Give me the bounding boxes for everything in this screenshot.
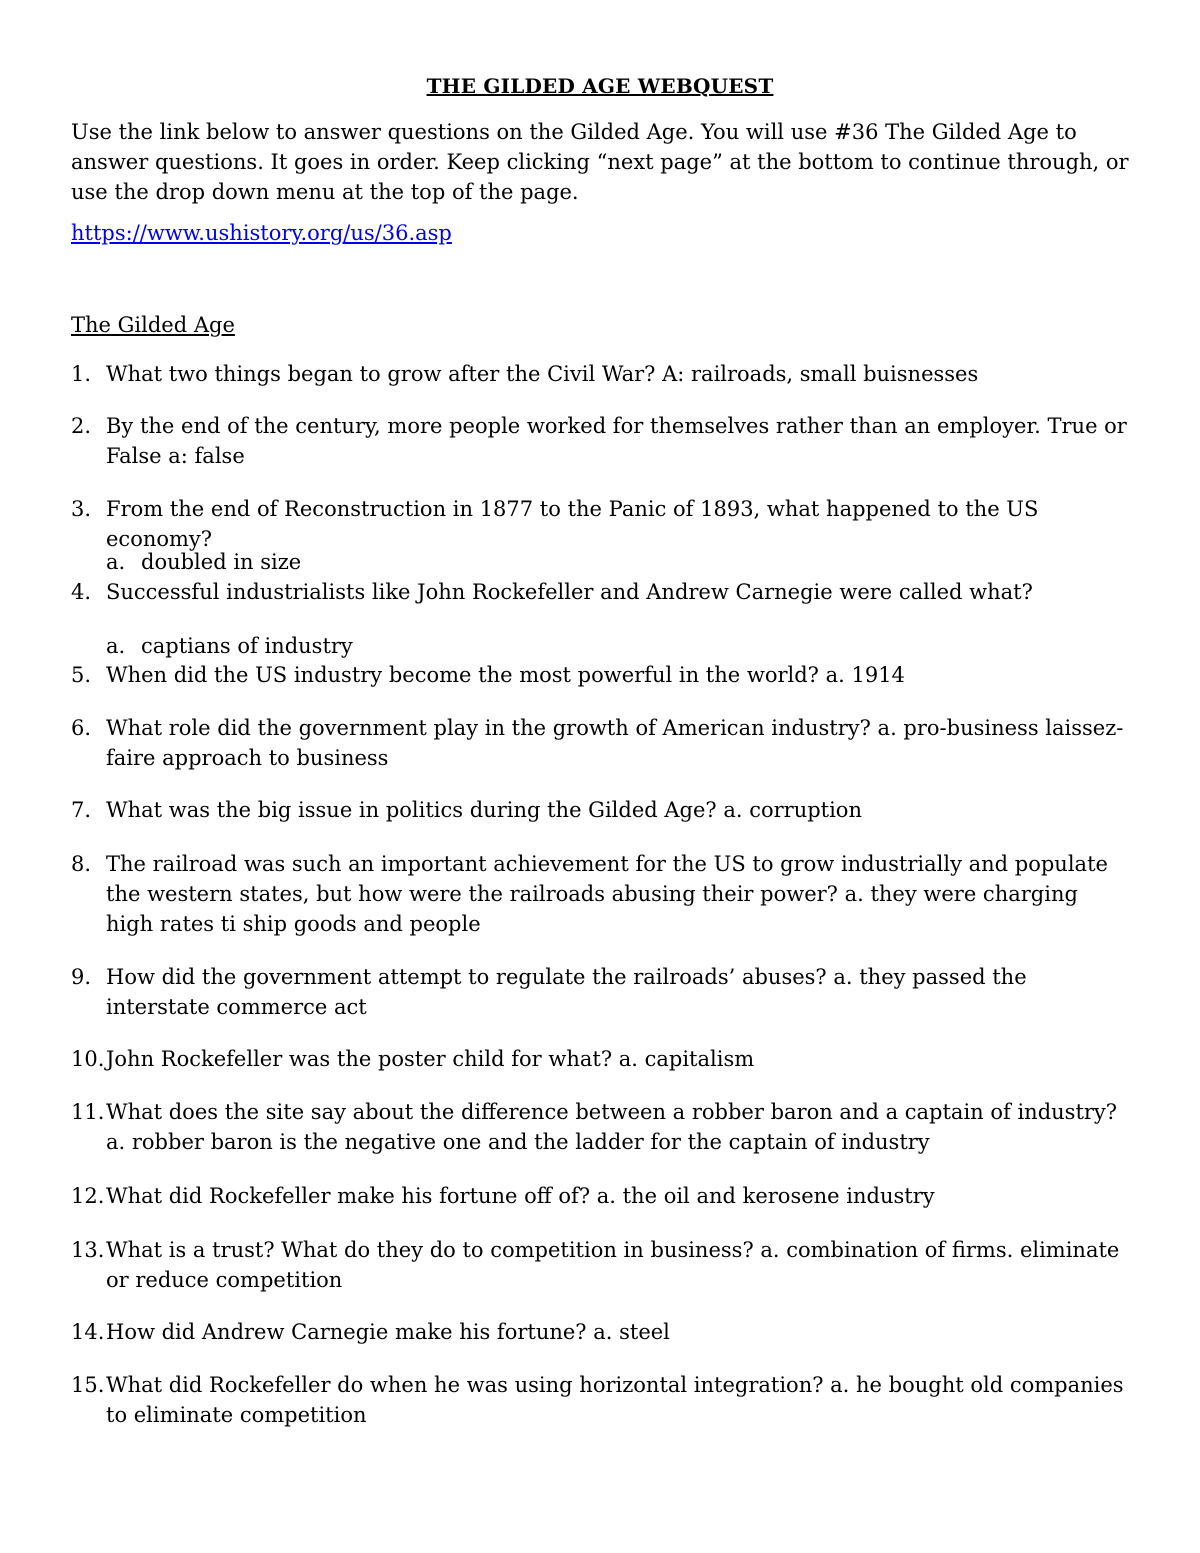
question-number: 10.	[71, 1047, 105, 1071]
question-number: 4.	[71, 580, 92, 604]
section-heading: The Gilded Age	[71, 313, 235, 337]
question-text: What did Rockefeller make his fortune off of? a. the oil and kerosene industry	[106, 1184, 935, 1208]
question-8	[71, 849, 1131, 939]
question-text: The railroad was such an important achievement for the US to grow industrially and populate the western states, but how were the railroads abusing their power? a. they were charging high rates ti ship goods and people	[106, 852, 1108, 936]
webquest-link[interactable]: https://www.ushistory.org/us/36.asp	[71, 221, 452, 245]
question-11	[71, 1097, 1131, 1157]
question-number: 12.	[71, 1184, 105, 1208]
question-number: 15.	[71, 1373, 105, 1397]
question-number: 14.	[71, 1320, 105, 1344]
question-text: From the end of Reconstruction in 1877 to the Panic of 1893, what happened to the US economy?	[106, 497, 1039, 551]
question-7	[71, 795, 1131, 825]
question-number: 7.	[71, 798, 92, 822]
question-13	[71, 1235, 1131, 1295]
question-text: How did Andrew Carnegie make his fortune? a. steel	[106, 1320, 670, 1344]
question-number: 2.	[71, 414, 92, 438]
question-4	[71, 577, 1131, 607]
question-text: Successful industrialists like John Rockefeller and Andrew Carnegie were called what?	[106, 580, 1033, 604]
question-number: 3.	[71, 497, 92, 521]
question-text: What was the big issue in politics during the Gilded Age? a. corruption	[106, 798, 862, 822]
question-1	[71, 359, 1131, 389]
intro-paragraph: Use the link below to answer questions on the Gilded Age. You will use #36 The Gilded Age to answer questions. It goes in order. Keep clicking “next page” at the bottom to continue through, or use the drop down menu at the top of the page.	[71, 120, 1129, 204]
answer-text: doubled in size	[141, 550, 302, 574]
answer-label: a.	[106, 550, 126, 574]
answer-text: captians of industry	[141, 634, 353, 658]
question-text: When did the US industry become the most powerful in the world? a. 1914	[106, 663, 905, 687]
question-14	[71, 1317, 1131, 1347]
question-number: 9.	[71, 965, 92, 989]
question-text: What did Rockefeller do when he was using horizontal integration? a. he bought old companies to eliminate competition	[106, 1373, 1124, 1427]
question-number: 6.	[71, 716, 92, 740]
question-12	[71, 1181, 1131, 1211]
question-text: What role did the government play in the growth of American industry? a. pro-business laissez-faire approach to business	[106, 716, 1124, 770]
question-number: 5.	[71, 663, 92, 687]
question-5	[71, 660, 1131, 690]
question-text: What does the site say about the difference between a robber baron and a captain of industry? a. robber baron is the negative one and the ladder for the captain of industry	[106, 1100, 1118, 1154]
document-title: THE GILDED AGE WEBQUEST	[426, 74, 774, 98]
question-number: 11.	[71, 1100, 105, 1124]
question-number: 1.	[71, 362, 92, 386]
answer-3	[106, 547, 301, 577]
question-text: How did the government attempt to regulate the railroads’ abuses? a. they passed the interstate commerce act	[106, 965, 1027, 1019]
question-text: By the end of the century, more people worked for themselves rather than an employer. True or False a: false	[106, 414, 1127, 468]
question-text: What is a trust? What do they do to competition in business? a. combination of firms. eliminate or reduce competition	[106, 1238, 1120, 1292]
question-3	[71, 494, 1131, 554]
question-number: 13.	[71, 1238, 105, 1262]
answer-label: a.	[106, 634, 126, 658]
question-9	[71, 962, 1131, 1022]
question-2	[71, 411, 1131, 471]
question-number: 8.	[71, 852, 92, 876]
question-15	[71, 1370, 1131, 1430]
question-10	[71, 1044, 1131, 1074]
answer-4	[106, 631, 353, 661]
question-text: John Rockefeller was the poster child for what? a. capitalism	[106, 1047, 755, 1071]
question-6	[71, 713, 1131, 773]
question-text: What two things began to grow after the Civil War? A: railroads, small buisnesses	[106, 362, 979, 386]
